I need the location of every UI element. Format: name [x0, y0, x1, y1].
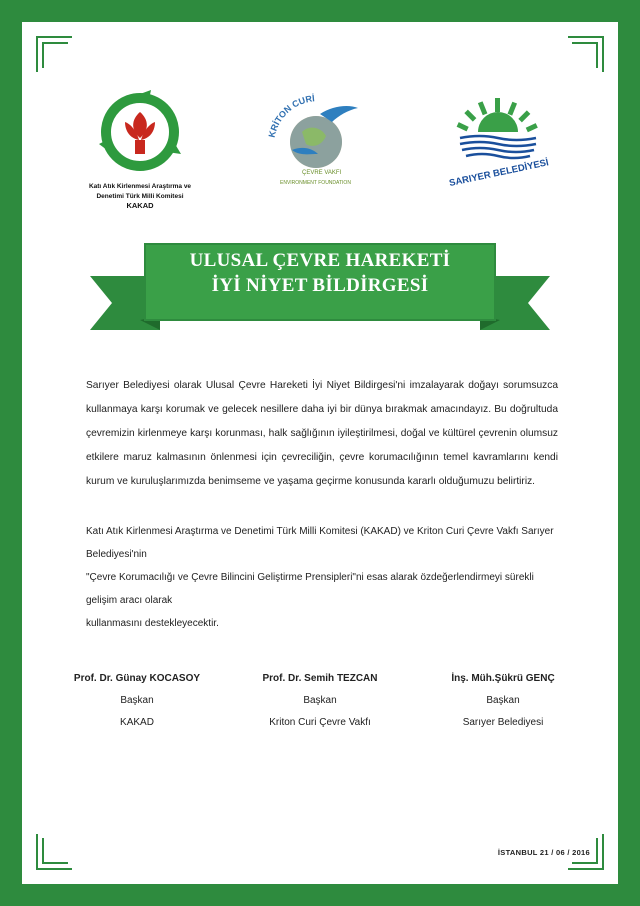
signatory-title: Başkan — [486, 695, 520, 706]
kakad-caption-line2: Denetimi Türk Milli Komitesi — [96, 193, 184, 200]
kriton-middle-text: ÇEVRE VAKFI — [302, 170, 342, 176]
paragraph-2-line2: "Çevre Korumacılığı ve Çevre Bilincini Geliştirme Prensipleri"ni esas alarak özdeğerlendirmeyi sürekli gelişim aracı olarak — [86, 572, 534, 606]
kriton-curi-logo — [262, 92, 372, 187]
paragraph-2-line3: kullanmasını destekleyecektir. — [86, 618, 219, 629]
title-line1: ULUSAL ÇEVRE HAREKETİ — [189, 250, 451, 271]
kakad-logo — [80, 88, 200, 210]
recycle-tulip-icon — [95, 88, 185, 176]
date-place: İSTANBUL 21 / 06 / 2016 — [497, 848, 590, 857]
corner-inner-top-right — [572, 42, 598, 68]
globe-bird-icon — [262, 92, 372, 187]
signatory-title: Başkan — [120, 695, 154, 706]
kriton-bottom-text: ENVIRONMENT FOUNDATION — [280, 180, 351, 186]
paragraph-2-line1: Katı Atık Kirlenmesi Araştırma ve Denetimi Türk Milli Komitesi (KAKAD) ve Kriton Curi Çevre Vakfı Sarıyer Belediyesi'nin — [86, 526, 554, 560]
page-title — [150, 248, 490, 298]
signatory-name: Prof. Dr. Günay KOCASOY — [73, 673, 201, 684]
signatory-org: Sarıyer Belediyesi — [462, 717, 544, 728]
kriton-top-text: KRİTON CURİ — [266, 93, 316, 139]
kakad-short-name: KAKAD — [126, 201, 154, 210]
signatory-name: Prof. Dr. Semih TEZCAN — [262, 673, 378, 684]
signature-block — [52, 668, 222, 734]
signatory-title: Başkan — [303, 695, 337, 706]
signatory-org: KAKAD — [120, 717, 154, 728]
signatory-org: Kriton Curi Çevre Vakfı — [269, 717, 371, 728]
title-line2: İYİ NİYET BİLDİRGESİ — [211, 275, 429, 296]
sun-waves-icon — [440, 96, 555, 186]
corner-inner-bottom-left — [42, 838, 68, 864]
sariyer-belediyesi-logo — [440, 96, 555, 186]
kakad-caption-line1: Katı Atık Kirlenmesi Araştırma ve — [88, 183, 192, 190]
corner-inner-top-left — [42, 42, 68, 68]
paragraph-2 — [86, 520, 558, 635]
signatory-name: İnş. Müh.Şükrü GENÇ — [451, 673, 555, 684]
signature-block — [235, 668, 405, 734]
paragraph-1: Sarıyer Belediyesi olarak Ulusal Çevre Hareketi İyi Niyet Bildirgesi'ni imzalayarak doğayı sorumsuzca kullanmaya karşı korumak ve gelecek nesillere daha iyi bir dünya bırakmak amacındayız. Bu doğrultuda çevremizin kirlenmeye karşı korunması, halk sağlığının iyileştirilmesi, doğal ve kültürel çevrenin olumsuz etkilere maruz kalmasının önlenmesi için çevreciliğin, çevre korumacılığının temel kavramlarını kendi kurum ve kuruluşlarımızda benimseme ve yaşama geçirme konusunda kararlı olduğumuzu belirtiriz. — [86, 380, 558, 487]
signature-block — [418, 668, 588, 734]
sariyer-text: SARIYER BELEDİYESİ — [448, 157, 550, 186]
